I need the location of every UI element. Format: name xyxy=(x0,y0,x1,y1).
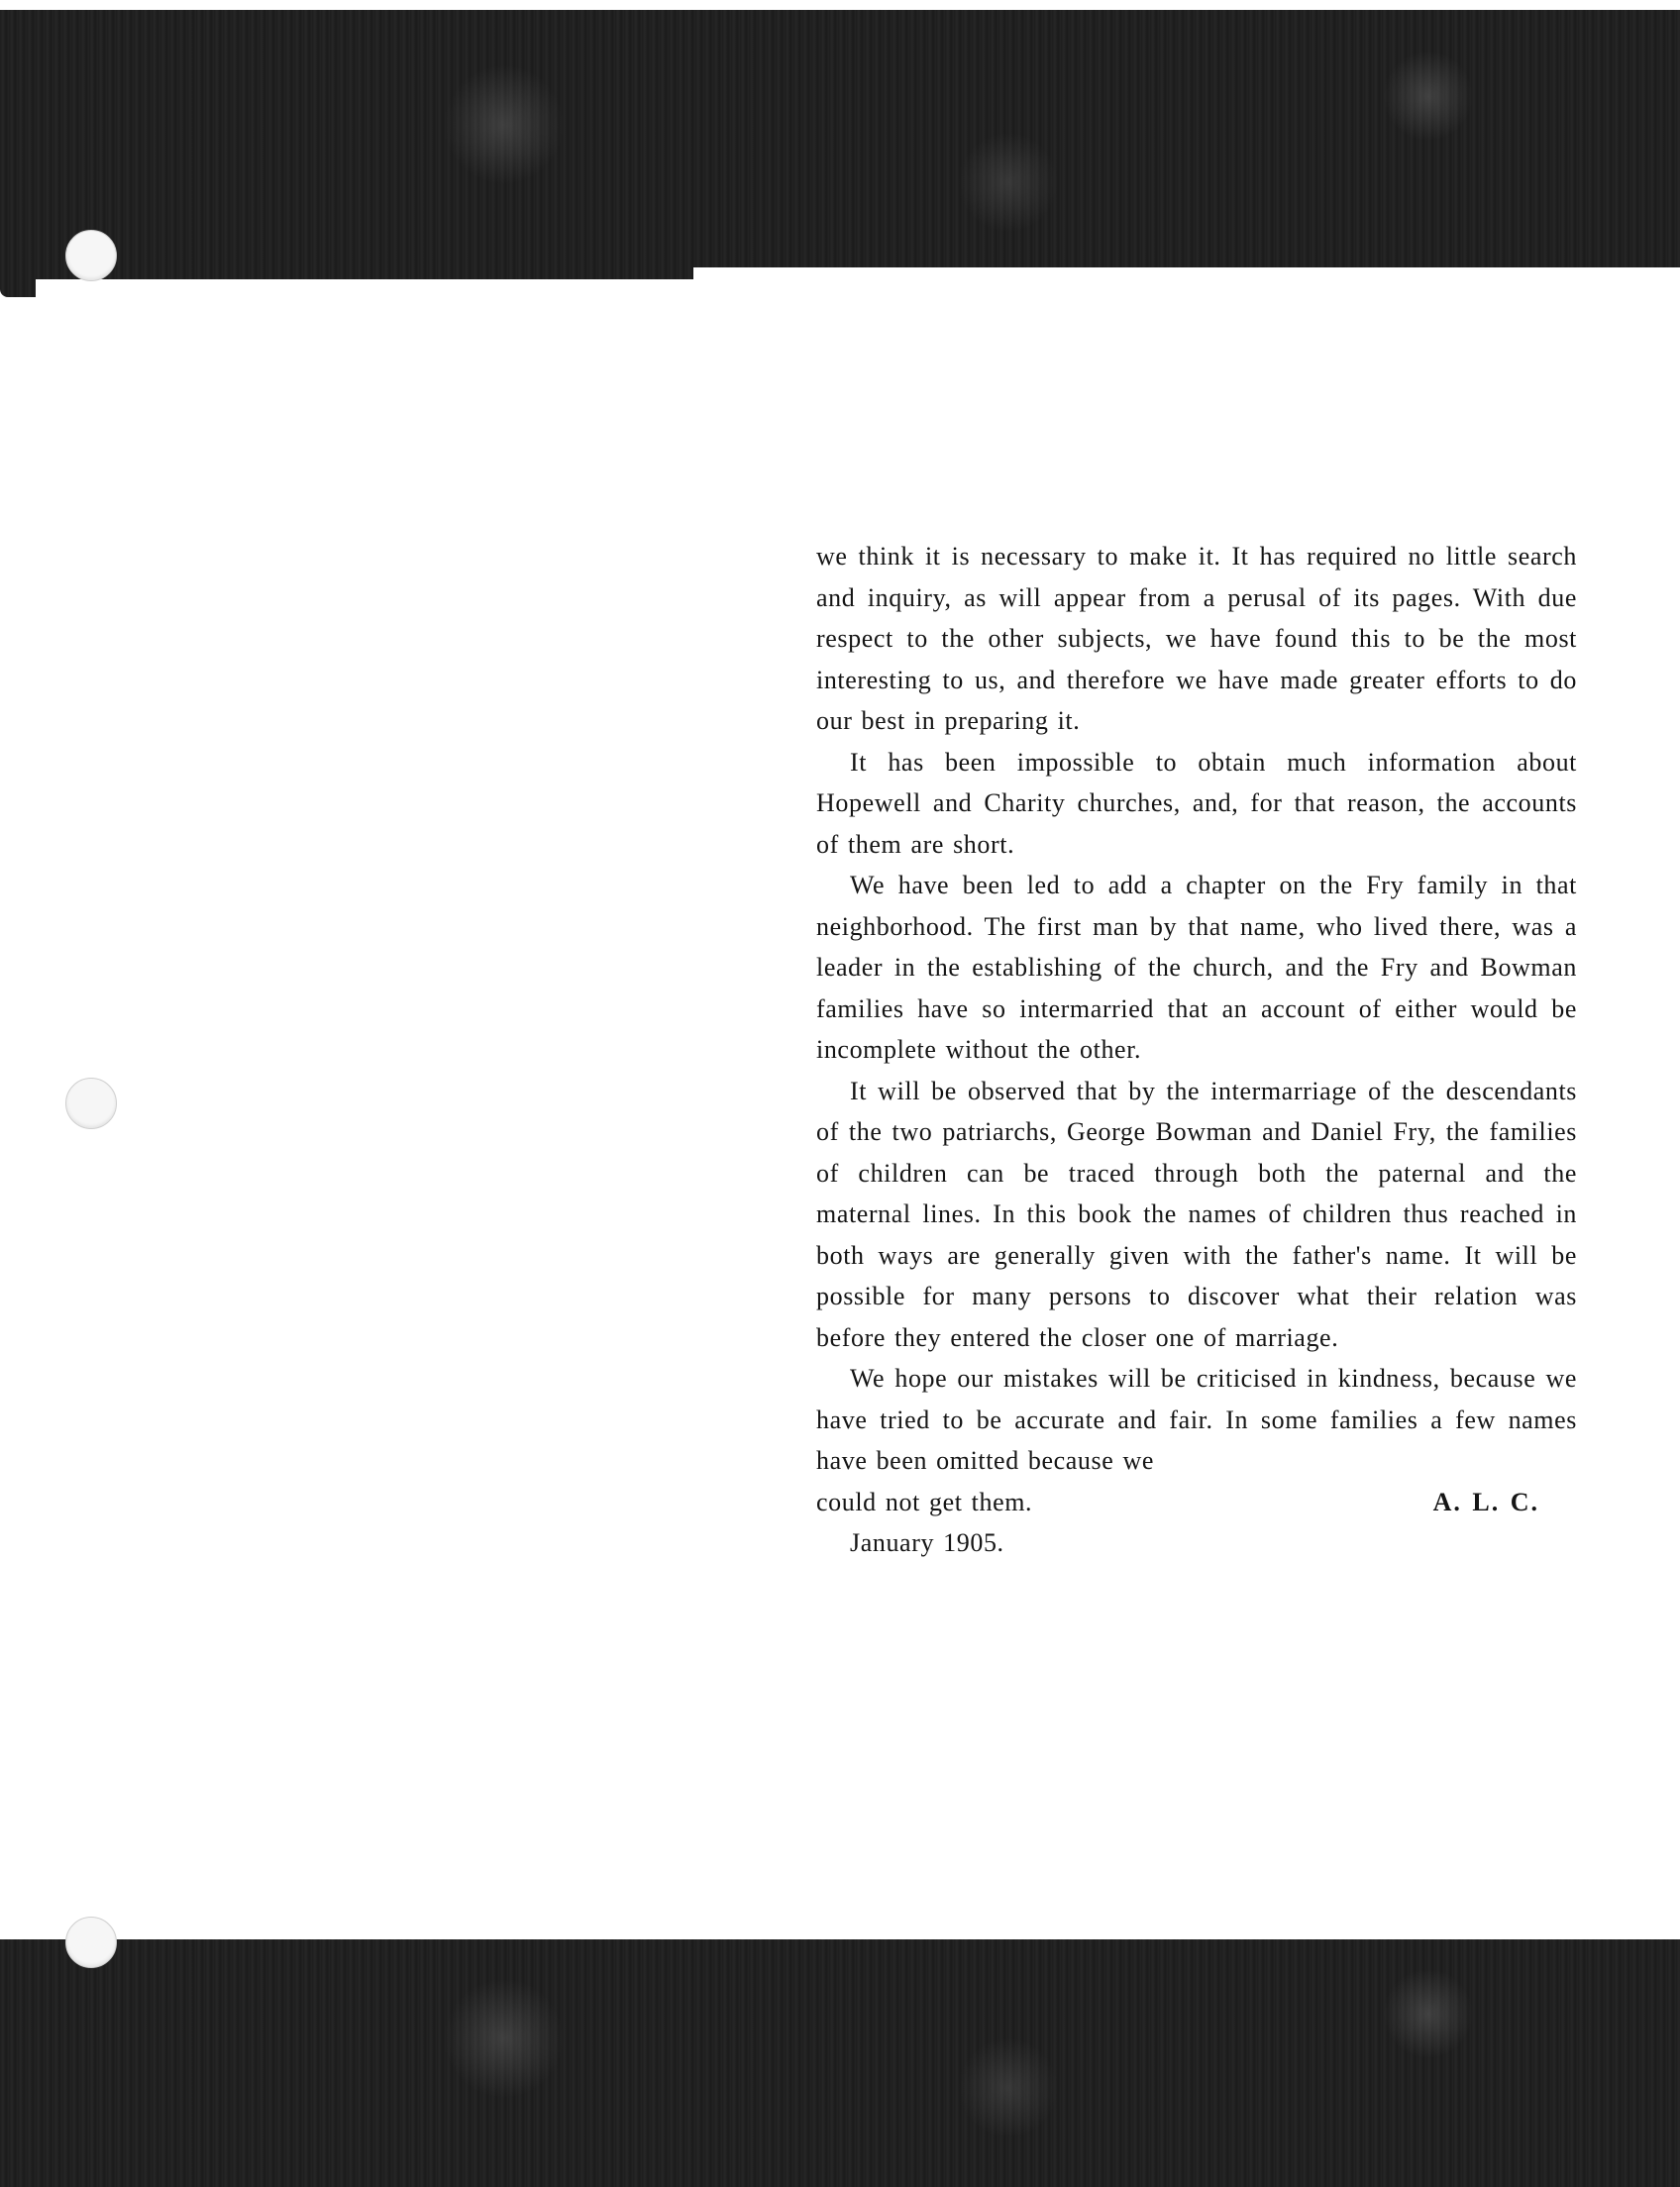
punch-hole-middle xyxy=(65,1078,117,1129)
punch-hole-bottom xyxy=(65,1917,117,1968)
paragraph-5: We hope our mistakes will be criticised in kindness, because we have tried to be accurate and fair. In some families a few names have been omitted because we xyxy=(816,1364,1577,1475)
paragraph-3: We have been led to add a chapter on the Fry family in that neighborhood. The first man by that name, who lived there, was a leader in the establishing of the church, and the Fry and Bowman families have so intermarried that an account of either would be incomplete without the other. xyxy=(816,871,1577,1064)
closing-text: could not get them. xyxy=(816,1487,1033,1516)
paragraph-1: we think it is necessary to make it. It has required no little search and inquiry, as will appear from a perusal of its pages. With due respect to the other subjects, we have found this to be the most interesting to us, and therefore we have made greater efforts to do our best in preparing it. xyxy=(816,542,1577,735)
scan-border-top xyxy=(0,10,1680,297)
date-line: January 1905. xyxy=(850,1528,1004,1557)
scan-border-bottom xyxy=(0,1939,1680,2187)
page-edge xyxy=(693,267,1680,289)
paragraph-4: It will be observed that by the intermarriage of the descendants of the two patriarchs, George Bowman and Daniel Fry, the families of children can be traced through both the paternal and the maternal lines. In this book the names of children thus reached in both ways are generally given with the father's name. It will be possible for many persons to discover what their relation was before they entered the closer one of marriage. xyxy=(816,1076,1577,1352)
closing-line xyxy=(816,1482,1577,1523)
author-initials: A. L. C. xyxy=(1432,1487,1539,1516)
preface-text xyxy=(816,536,1577,1564)
paragraph-2: It has been impossible to obtain much information about Hopewell and Charity churches, and, for that reason, the accounts of them are short. xyxy=(816,747,1577,859)
punch-hole-top xyxy=(65,230,117,281)
